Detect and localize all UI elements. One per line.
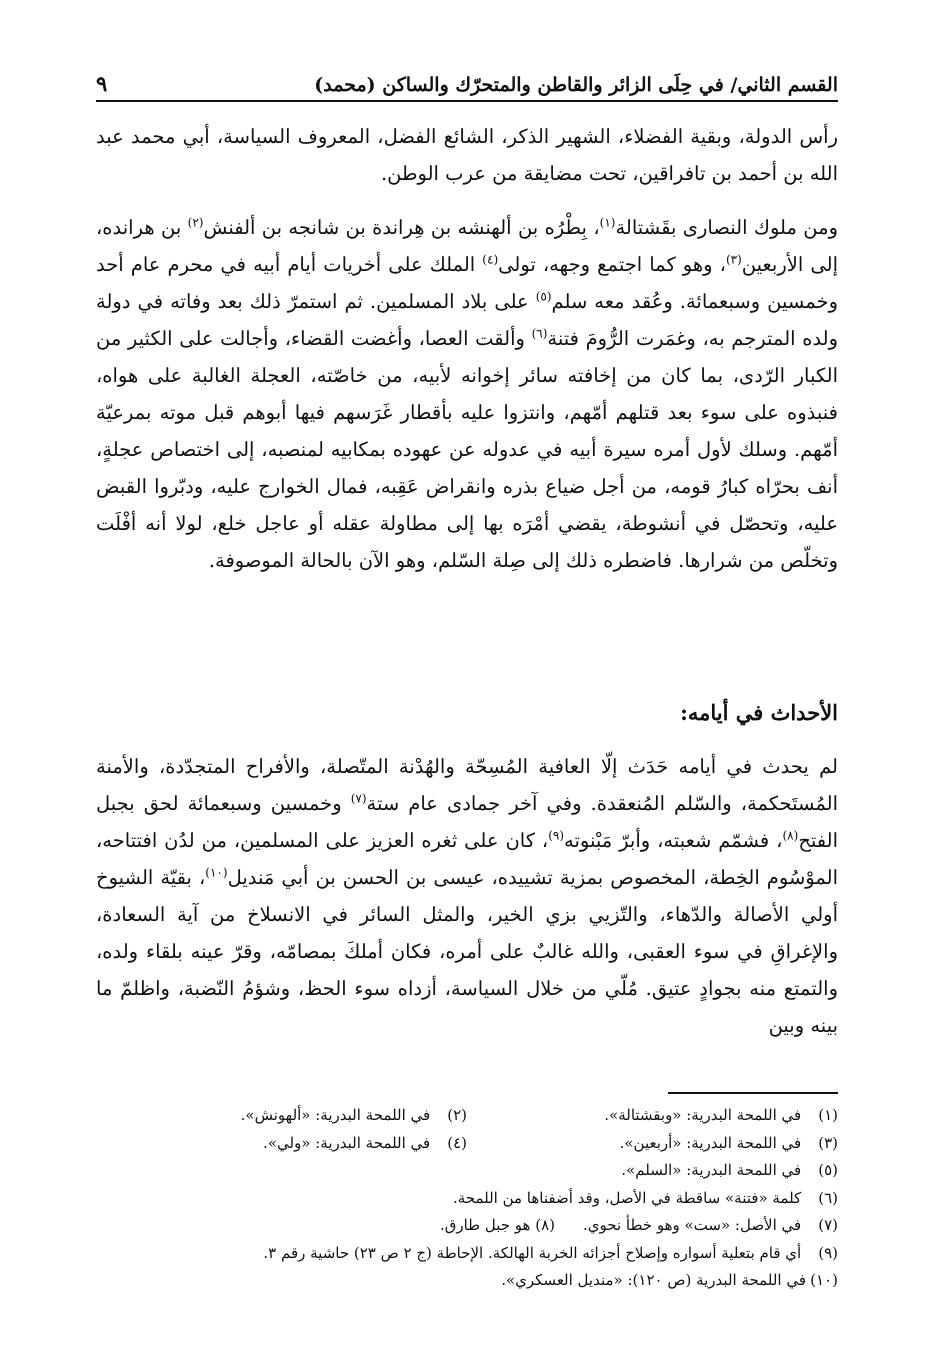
footnote-text: في اللمحة البدرية (ص ١٢٠): «منديل العسكري».: [501, 1271, 806, 1289]
paragraph-1: [96, 118, 838, 192]
footnote-number: (٢): [447, 1106, 467, 1124]
footnote-mark-1: (١): [599, 215, 616, 230]
footnote-text: في اللمحة البدرية: «وبقشتالة».: [604, 1106, 802, 1124]
footnote-number: (٣): [818, 1133, 838, 1152]
footnote-text: هو جبل طارق.: [439, 1216, 531, 1234]
footnote-row: [96, 1130, 838, 1158]
paragraph-3-text-d: ، كان على ثغره العزيز على المسلمين، من لدُن افتتاحه، الموْسُوم الخِطة، المخصوص بمزية تشييده، عيسى بن الحسن بن أبي مَنديل: [96, 829, 838, 889]
footnote-mark-8: (٨): [782, 828, 799, 843]
paragraph-3-text-a: لم يحدث في أيامه حَدَث إلّا العافية المُسِحّة والهُدْنة المتّصلة، والأفراح المتجدّدة، والأمنة المُستَحكمة، والسّلم المُنعقدة. وفي آخر جمادى عام ستة: [96, 755, 838, 815]
footnote-row: [96, 1102, 838, 1130]
paragraph-1-text: رأس الدولة، وبقية الفضلاء، الشهير الذكر، الشائع الفضل، المعروف السياسة، أبي محمد عبد الله بن أحمد بن تافراقين، تحت مضايقة من عرب الوطن.: [96, 125, 838, 185]
footnote-mark-10: (١٠): [205, 865, 228, 880]
footnote-3: [467, 1130, 838, 1158]
page-header: [96, 62, 838, 102]
footnote-number: (٧): [818, 1216, 838, 1234]
footnote-2: [96, 1102, 467, 1130]
footnote-6: [96, 1185, 838, 1213]
paragraph-2-text-e: الملك على أخريات أيام أبيه في محرم عام أحد وخمسين وسبعمائة. وعُقد معه سلم: [96, 253, 838, 313]
footnote-number: (٦): [818, 1188, 838, 1207]
page-number: ٩: [96, 71, 108, 96]
footnotes: [96, 1102, 838, 1295]
running-title: القسم الثاني/ في حِلَى الزائر والقاطن والمتحرّك والساكن (محمد): [314, 74, 838, 96]
footnote-mark-4: (٤): [482, 252, 499, 267]
footnote-text: في اللمحة البدرية: «ولي».: [263, 1133, 431, 1152]
footnote-5: [96, 1157, 838, 1185]
paragraph-2-text-c: بن هرانده، إلى الأربعين: [96, 216, 838, 276]
footnote-text: في اللمحة البدرية: «السلم».: [621, 1161, 802, 1179]
footnote-10: [96, 1267, 838, 1295]
footnote-mark-3: (٣): [725, 252, 742, 267]
footnote-number: (٨): [535, 1216, 556, 1234]
footnote-number: (١): [818, 1106, 838, 1124]
paragraph-2-text-b: ، بِطْرُه بن ألهنشه بن هِراندة بن شانجه بن ألفنش: [203, 216, 600, 239]
footnote-mark-2: (٢): [187, 215, 204, 230]
paragraph-2-text-f: على بلاد المسلمين. ثم استمرّ ذلك بعد وفاته في دولة ولده المترجم به، وغمَرت الرُّومَ فتنة: [96, 290, 839, 350]
footnote-1: [467, 1102, 838, 1130]
footnote-text: كلمة «فتنة» ساقطة في الأصل، وقد أضفناها من اللمحة.: [452, 1188, 802, 1207]
section-heading: الأحداث في أيامه:: [680, 700, 838, 725]
paragraph-2-text-g: وألقت العصا، وأغضت القضاء، وأجالت على الكثير من الكبار الرّدى، بما كان من إخافته سائر إخوانه لأبيه، من خاصّته، العجلة الغالبة على هواه، فنبذوه على سوء بعد قتلهم أمّهم، وانتزوا عليه بأقطار غَرَسهم فيها أبوهم قبل موته بمرعيّة أمّهم. وسلك لأول أمره سيرة أبيه في عدوله عن عهوده بمكابيه لمنصبه، إلى اختصاص عجلةٍ، أنف بحرّاه كبارُ قومه، من أجل ضياع بذره وانقراض عَقِبه، فمال الخوارج عليه، ودبّروا القبض عليه، وتحصّل في أنشوطة، يقضي أمْرَه بها إلى مطاولة عقله أو عاجل خلع، لولا أنه أفْلَت وتخلّص من شرارها. فاضطره ذلك إلى صِلة السّلم، وهو الآن بالحالة الموصوفة.: [96, 327, 838, 572]
footnote-mark-6: (٦): [531, 326, 548, 341]
footnote-number: (١٠): [810, 1271, 838, 1289]
paragraph-2-text-d: ، وهو كما اجتمع وجهه، تولى: [498, 253, 726, 276]
paragraph-3: [96, 748, 838, 1044]
paragraph-3-text-e: ، بقيّة الشيوخ أولي الأصالة والدّهاء، والتّزيي بزي الخير، والمثل السائر في الانسلاخ من آية السعادة، والإغراقِ في سوء العقبى، والله غالبٌ على أمره، فكان أملكَ بمصامّه، وقرّ عينه بلقاء ولده، والتمتع منه بجوادٍ عتيق. مُلّي من خلال السياسة، أزداه سوء الحظ، وشؤمُ النّضبة، واظلمّ ما بينه وبين: [96, 866, 838, 1037]
footnote-text: أي قام بتعلية أسواره وإصلاح أجزائه الخربة الهالكة. الإحاطة (ج ٢ ص ٢٣) حاشية رقم ٣.: [263, 1243, 802, 1262]
footnote-number: (٥): [818, 1161, 838, 1179]
footnote-7-8: [96, 1212, 838, 1240]
footnote-number: (٩): [818, 1243, 838, 1262]
paragraph-3-text-b: وخمسين وسبعمائة لحق بجبل الفتح: [96, 792, 839, 852]
footnote-text: في اللمحة البدرية: «أربعين».: [619, 1133, 802, 1152]
footnote-number: (٤): [447, 1133, 467, 1152]
footnote-separator: [668, 1092, 838, 1094]
footnote-mark-9: (٩): [548, 828, 565, 843]
footnote-mark-7: (٧): [350, 791, 367, 806]
paragraph-3-text-c: ، فشمّم شعبته، وأبرّ مَبْنوته: [564, 829, 783, 852]
footnote-9: [96, 1240, 838, 1268]
paragraph-2: [96, 209, 838, 579]
footnote-text: في اللمحة البدرية: «ألهونش».: [240, 1106, 431, 1124]
footnote-4: [96, 1130, 467, 1158]
paragraph-2-text-a: ومن ملوك النصارى بقَشتالة: [615, 216, 838, 239]
footnote-mark-5: (٥): [535, 289, 552, 304]
footnote-text: في الأصل: «ست» وهو خطأ نحوي.: [583, 1216, 802, 1234]
